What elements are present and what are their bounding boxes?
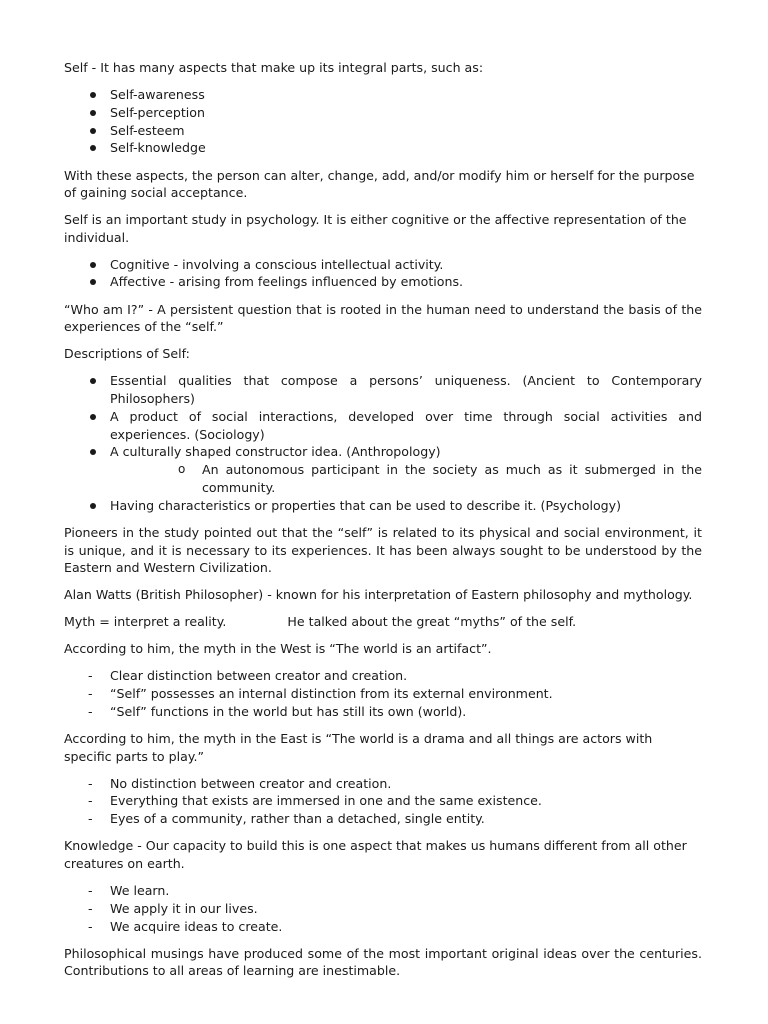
pioneers-paragraph: Pioneers in the study pointed out that the “self” is related to its physical and social environment, it is unique, and it is necessary to its experiences. It has been always sought to be understood by the Eastern and Western Civilization. [64, 525, 702, 576]
west-myth-list [64, 667, 702, 720]
east-myth-paragraph: According to him, the myth in the East is “The world is a drama and all things are actors with specific parts to play.” [64, 731, 653, 764]
musings-paragraph: Philosophical musings have produced some of the most important original ideas over the centuries. Contributions to all areas of learning are inestimable. [64, 945, 702, 979]
list-item: No distinction between creator and creation. [110, 775, 392, 791]
list-item: A culturally shaped constructor idea. (Anthropology) o An autonomous participant in the society as much as it submerged in the community. [110, 444, 702, 496]
list-item: Self-perception [110, 104, 205, 120]
west-myth-paragraph: According to him, the myth in the West is “The world is an artifact”. [64, 641, 492, 657]
myth-paragraph: Myth = interpret a reality. He talked about the great “myths” of the self. [64, 614, 577, 630]
list-item: Eyes of a community, rather than a detached, single entity. [110, 811, 485, 827]
list-item: Self-esteem [110, 122, 185, 138]
psychology-paragraph: Self is an important study in psychology. It is either cognitive or the affective representation of the individual. [64, 212, 687, 245]
descriptions-list [64, 372, 702, 514]
list-item: We acquire ideas to create. [110, 918, 283, 934]
document-page [64, 59, 702, 989]
list-item: Self-knowledge [110, 140, 206, 156]
list-item: “Self” possesses an internal distinction from its external environment. [110, 685, 553, 701]
sub-list [110, 461, 702, 497]
list-item: “Self” functions in the world but has still its own (world). [110, 703, 467, 719]
list-item: We learn. [110, 882, 170, 898]
list-item: Cognitive - involving a conscious intellectual activity. [110, 256, 444, 272]
list-item: Having characteristics or properties that can be used to describe it. (Psychology) [110, 497, 622, 513]
intro-paragraph: Self - It has many aspects that make up its integral parts, such as: [64, 60, 484, 75]
list-item: We apply it in our lives. [110, 900, 258, 916]
knowledge-paragraph: Knowledge - Our capacity to build this is one aspect that makes us humans different from all other creatures on earth. [64, 838, 687, 871]
alan-watts-paragraph: Alan Watts (British Philosopher) - known for his interpretation of Eastern philosophy and mythology. [64, 587, 693, 603]
list-item: Clear distinction between creator and creation. [110, 668, 408, 684]
who-am-i-paragraph: “Who am I?” - A persistent question that is rooted in the human need to understand the basis of the experiences of the “self.” [64, 301, 702, 335]
list-item: A product of social interactions, developed over time through social activities and experiences. (Sociology) [110, 408, 702, 442]
representation-list [64, 256, 702, 292]
list-item: Self-awareness [110, 87, 205, 102]
east-myth-list [64, 775, 702, 828]
list-item: Everything that exists are immersed in one and the same existence. [110, 793, 542, 809]
sub-list-item: o An autonomous participant in the society as much as it submerged in the community. [178, 462, 702, 496]
aspects-paragraph: With these aspects, the person can alter, change, add, and/or modify him or herself for the purpose of gaining social acceptance. [64, 167, 695, 201]
knowledge-list [64, 882, 702, 935]
list-item: Affective - arising from feelings influenced by emotions. [110, 274, 464, 290]
list-item: Essential qualities that compose a persons’ uniqueness. (Ancient to Contemporary Philosophers) [110, 373, 702, 407]
descriptions-heading: Descriptions of Self: [64, 346, 190, 362]
self-aspects-list [64, 86, 702, 157]
sub-bullet-icon: o [178, 462, 186, 477]
